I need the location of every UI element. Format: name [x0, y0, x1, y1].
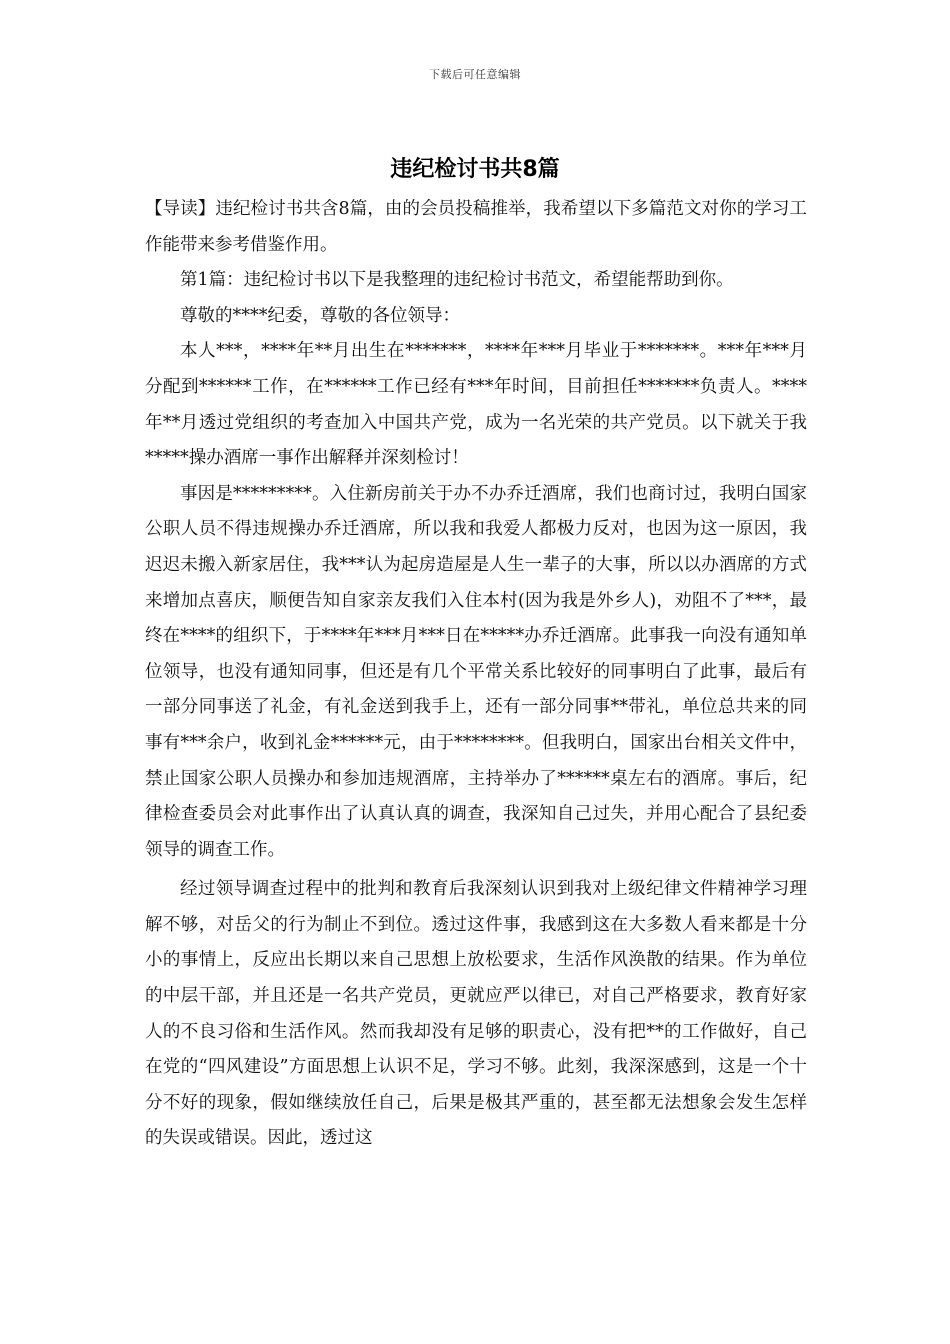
section-heading-paragraph: 第1篇：违纪检讨书以下是我整理的违纪检讨书范文，希望能帮助到你。	[180, 270, 734, 291]
salutation-paragraph: 尊敬的****纪委，尊敬的各位领导：	[180, 305, 460, 326]
document-body	[145, 192, 807, 1157]
body-paragraph: 经过领导调查过程中的批判和教育后我深刻认识到我对上级纪律文件精神学习理解不够，对岳父的行为制止不到位。透过这件事，我感到这在大多数人看来都是十分小的事情上，反应出长期以来自己思想上放松要求，生活作风涣散的结果。作为单位的中层干部，并且还是一名共产党员，更就应严以律已，对自己严格要求，教育好家人的不良习俗和生活作风。然而我却没有足够的职责心，没有把**的工作做好，自己在党的“四风建设”方面思想上认识不足，学习不够。此刻，我深深感到，这是一个十分不好的现象，假如继续放任自己，后果是极其严重的，甚至都无法想象会发生怎样的失误或错误。因此，透过这	[145, 879, 807, 1149]
header-note: 下载后可任意编辑	[429, 68, 521, 81]
intro-paragraph: 【导读】违纪检讨书共含8篇，由的会员投稿推举，我希望以下多篇范文对你的学习工作能带来参考借鉴作用。	[145, 199, 807, 255]
body-paragraph: 本人***，****年**月出生在*******，****年***月毕业于*******。***年***月分配到******工作，在******工作已经有***年时间，目前担任*******负责人。****年**月透过党组织的考查加入中国共产党，成为一名光荣的共产党员。以下就关于我*****操办酒席一事作出解释并深刻检讨！	[145, 341, 807, 469]
document-title: 违纪检讨书共8篇	[390, 157, 560, 182]
body-paragraph: 事因是*********。入住新房前关于办不办乔迁酒席，我们也商讨过，我明白国家公职人员不得违规操办乔迁酒席，所以我和我爱人都极力反对，也因为这一原因，我迟迟未搬入新家居住，我***认为起房造屋是人生一辈子的大事，所以以办酒席的方式来增加点喜庆，顺便告知自家亲友我们入住本村(因为我是外乡人)，劝阻不了***，最终在****的组织下，于****年***月***日在*****办乔迁酒席。此事我一向没有通知单位领导，也没有通知同事，但还是有几个平常关系比较好的同事明白了此事，最后有一部分同事送了礼金，有礼金送到我手上，还有一部分同事**带礼，单位总共来的同事有***余户，收到礼金******元，由于********。但我明白，国家出台相关文件中，禁止国家公职人员操办和参加违规酒席，主持举办了******桌左右的酒席。事后，纪律检查委员会对此事作出了认真认真的调查，我深知自己过失，并用心配合了县纪委领导的调查工作。	[145, 483, 807, 860]
